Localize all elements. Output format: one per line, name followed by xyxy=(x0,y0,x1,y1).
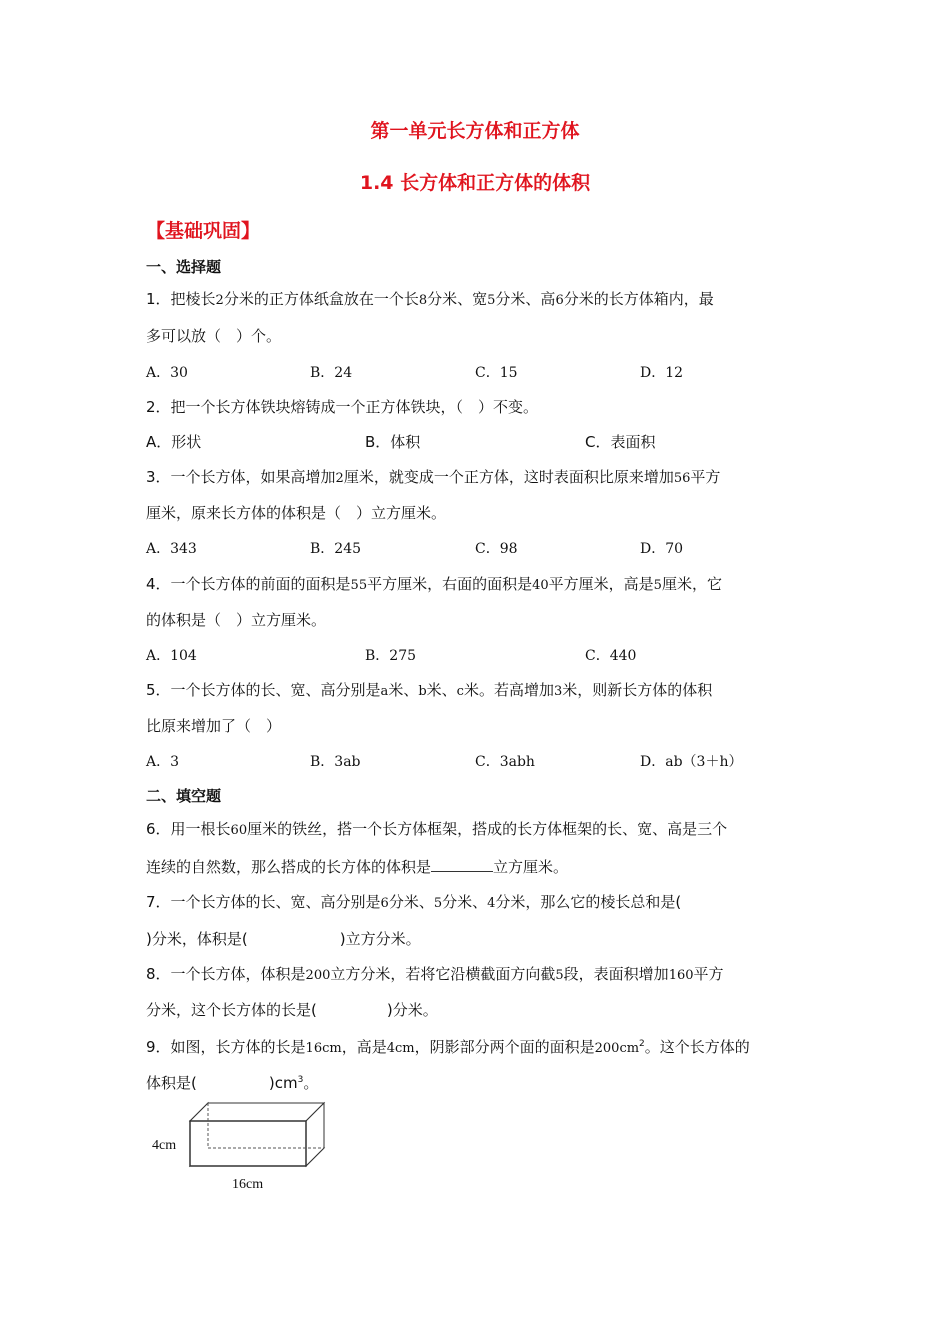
option-3b: B．245 xyxy=(310,541,362,557)
question-8-line1: 8．一个长方体，体积是200立方分米，若将它沿横截面方向截5段，表面积增加160平方 xyxy=(146,965,724,983)
option-1d: D．12 xyxy=(640,365,684,381)
option-5b: B．3ab xyxy=(310,754,361,770)
question-6-line2: 连续的自然数，那么搭成的长方体的体积是 立方厘米。 xyxy=(146,858,569,876)
question-4-line2: 的体积是（ ）立方厘米。 xyxy=(146,611,327,629)
option-1b: B．24 xyxy=(310,365,353,381)
part-heading-fill: 二、填空题 xyxy=(146,787,222,805)
question-5-line1: 5．一个长方体的长、宽、高分别是a米、b米、c米。若高增加3米，则新长方体的体积 xyxy=(146,681,713,699)
question-7-line2: )分米，体积是( )立方分米。 xyxy=(146,930,421,948)
cuboid-figure xyxy=(150,1100,335,1195)
option-1a: A．30 xyxy=(146,365,188,381)
question-7-line1: 7．一个长方体的长、宽、高分别是6分米、5分米、4分米，那么它的棱长总和是( xyxy=(146,893,682,911)
question-3-line1: 3．一个长方体，如果高增加2厘米，就变成一个正方体，这时表面积比原来增加56平方 xyxy=(146,468,721,486)
answer-blank[interactable] xyxy=(431,857,493,872)
option-2b: B．体积 xyxy=(365,433,421,451)
question-9-line2: 体积是( )$cm^3$。 xyxy=(146,1074,319,1092)
page-title: 第一单元长方体和正方体 xyxy=(370,120,580,142)
option-4c: C．440 xyxy=(585,648,637,664)
question-5-line2: 比原来增加了（ ） xyxy=(146,717,282,735)
page-subtitle: 1.4 长方体和正方体的体积 xyxy=(359,172,591,194)
front-face xyxy=(190,1121,306,1166)
question-1-line2: 多可以放（ ）个。 xyxy=(146,327,282,345)
question-6-line1: 6．用一根长60厘米的铁丝，搭一个长方体框架，搭成的长方体框架的长、宽、高是三个 xyxy=(146,820,728,838)
part-heading-choice: 一、选择题 xyxy=(146,258,222,276)
question-9-line1: 9．如图，长方体的长是16cm，高是4cm，阴影部分两个面的面积是$200cm^2$。这个长方体的 xyxy=(146,1038,750,1056)
top-face xyxy=(190,1103,324,1121)
option-3a: A．343 xyxy=(146,541,197,557)
option-2c: C．表面积 xyxy=(585,433,656,451)
question-8-line2: 分米，这个长方体的长是( )分米。 xyxy=(146,1001,438,1019)
option-1c: C．15 xyxy=(475,365,518,381)
option-5a: A．3 xyxy=(146,754,180,770)
option-3c: C．98 xyxy=(475,541,518,557)
option-3d: D．70 xyxy=(640,541,684,557)
question-2: 2．把一个长方体铁块熔铸成一个正方体铁块，（ ）不变。 xyxy=(146,398,539,416)
section-heading: 【基础巩固】 xyxy=(146,220,261,242)
option-5d: D．ab（3＋h） xyxy=(640,754,743,770)
length-label: 16cm xyxy=(232,1177,264,1192)
question-3-line2: 厘米，原来长方体的体积是（ ）立方厘米。 xyxy=(146,504,447,522)
question-1-line1: 1．把棱长2分米的正方体纸盒放在一个长8分米、宽5分米、高6分米的长方体箱内，最 xyxy=(146,290,714,308)
option-4b: B．275 xyxy=(365,648,417,664)
option-2a: A．形状 xyxy=(146,433,202,451)
question-4-line1: 4．一个长方体的前面的面积是55平方厘米，右面的面积是40平方厘米，高是5厘米，它 xyxy=(146,575,722,593)
height-label: 4cm xyxy=(152,1138,177,1153)
option-4a: A．104 xyxy=(146,648,197,664)
option-5c: C．3abh xyxy=(475,754,535,770)
